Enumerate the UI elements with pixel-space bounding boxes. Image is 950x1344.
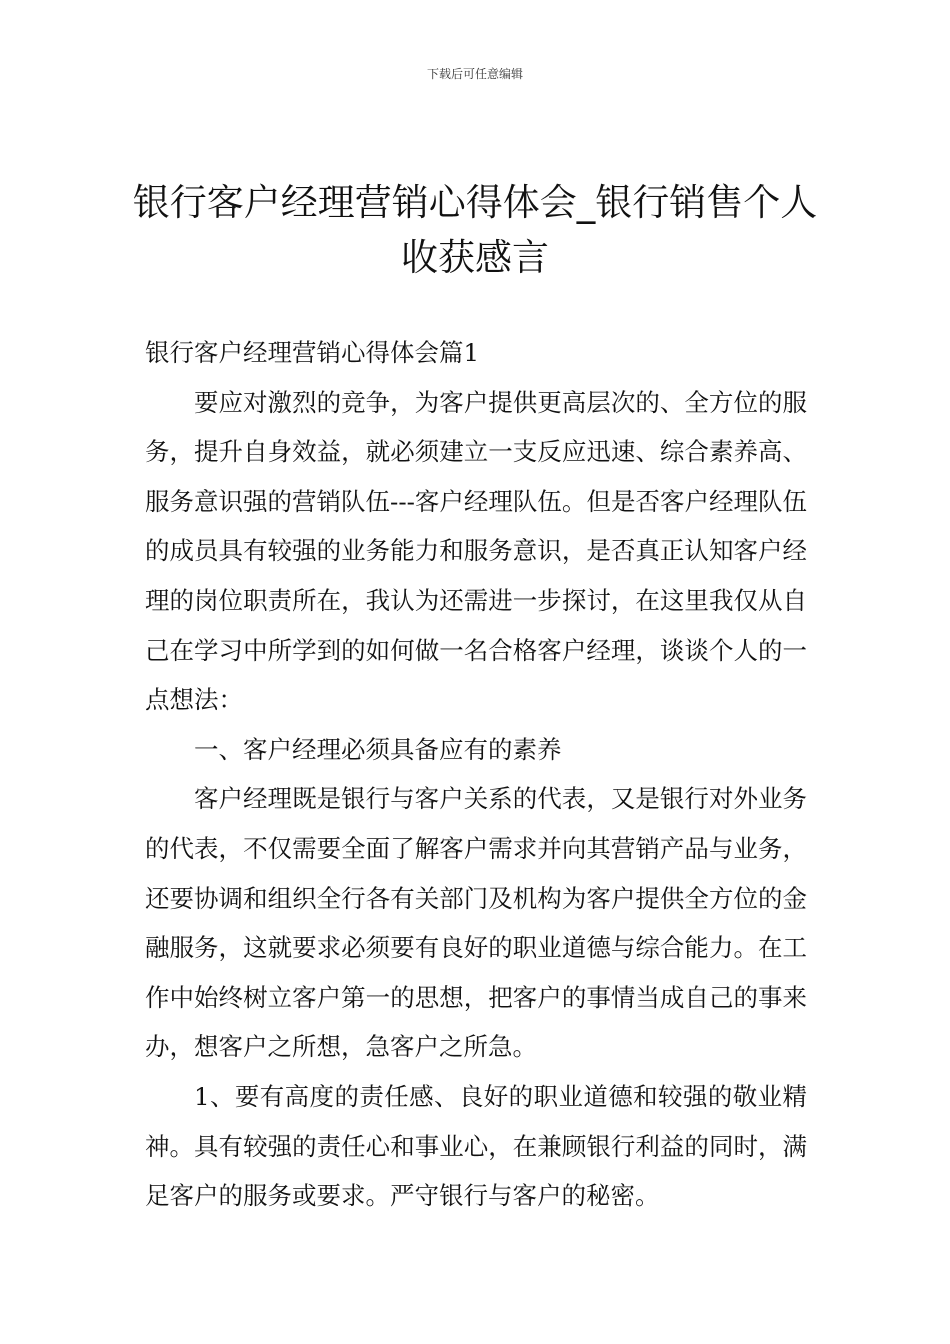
- body-paragraph: 要应对激烈的竞争，为客户提供更高层次的、全方位的服务，提升自身效益，就必须建立一支反应迅速、综合素养高、服务意识强的营销队伍---客户经理队伍。但是否客户经理队伍的成员具有较强的业务能力和服务意识，是否真正认知客户经理的岗位职责所在，我认为还需进一步探讨，在这里我仅从自己在学习中所学到的如何做一名合格客户经理，谈谈个人的一点想法：: [145, 387, 807, 715]
- header-note: 下载后可任意编辑: [426, 67, 523, 81]
- document-title: 银行客户经理营销心得体会_银行销售个人收获感言: [132, 181, 818, 279]
- body-paragraph: 1、要有高度的责任感、良好的职业道德和较强的敬业精神。具有较强的责任心和事业心，在兼顾银行利益的同时，满足客户的服务或要求。严守银行与客户的秘密。: [145, 1081, 807, 1211]
- section-heading: 银行客户经理营销心得体会篇1: [145, 338, 480, 367]
- body-paragraph: 客户经理既是银行与客户关系的代表，又是银行对外业务的代表，不仅需要全面了解客户需求并向其营销产品与业务，还要协调和组织全行各有关部门及机构为客户提供全方位的金融服务，这就要求必须要有良好的职业道德与综合能力。在工作中始终树立客户第一的思想，把客户的事情当成自己的事来办，想客户之所想，急客户之所急。: [145, 784, 807, 1062]
- subsection-heading: 一、客户经理必须具备应有的素养: [194, 734, 562, 764]
- document-body: [145, 328, 807, 1221]
